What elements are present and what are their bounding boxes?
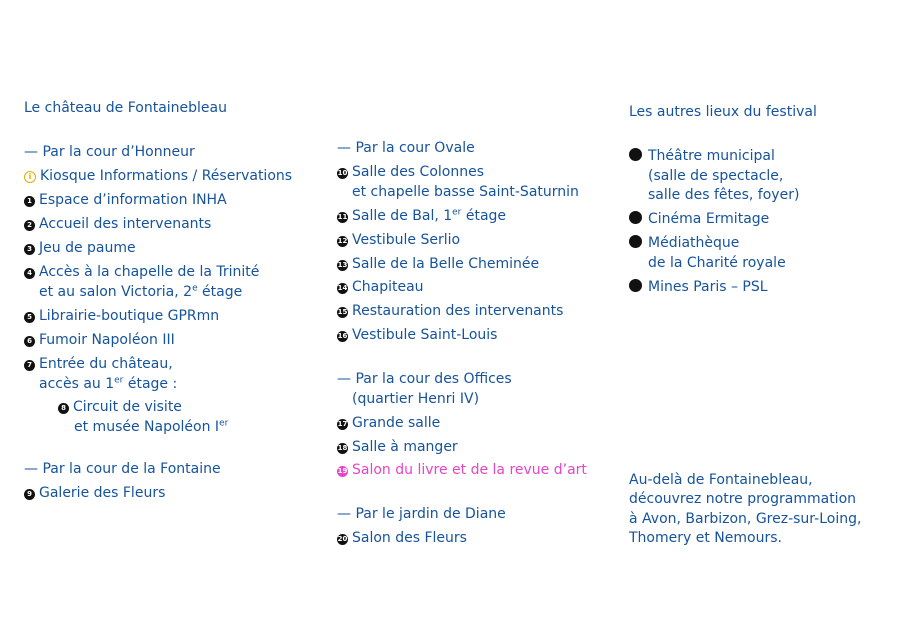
info-icon: i [24, 171, 36, 183]
number-badge: 11 [337, 213, 348, 221]
section-cour-ovale: — Par la cour Ovale [337, 140, 475, 156]
superscript: er [114, 375, 124, 386]
list-item-2 [24, 215, 211, 233]
list-item-label: Grande salle [352, 415, 441, 431]
list-item-label: Entrée du château, [39, 356, 173, 372]
list-item-label: Salle à manger [352, 439, 458, 455]
list-item-label: Espace d’information INHA [39, 192, 227, 208]
list-item-9 [24, 484, 165, 502]
list-item-label: Kiosque Informations / Réservations [40, 168, 293, 184]
venue-item-mines [629, 278, 768, 296]
list-item-3 [24, 239, 136, 257]
section-cour-offices-line2: (quartier Henri IV) [352, 391, 480, 407]
left-title: Le château de Fontainebleau [24, 100, 227, 116]
number-badge: 7 [24, 360, 35, 371]
bullet-dot-icon [629, 148, 642, 161]
number-badge: 13 [337, 261, 348, 269]
venue-item-mediatheque-line2: de la Charité royale [648, 255, 786, 271]
bullet-dot-icon [629, 235, 642, 248]
list-item-label: étage [197, 284, 243, 300]
list-item-19 [337, 461, 587, 479]
list-item-label: Circuit de visite [73, 399, 182, 415]
footer-line-3: à Avon, Barbizon, Grez-sur-Loing, [629, 511, 862, 527]
list-item-5 [24, 307, 219, 325]
list-item-label: et musée Napoléon I [74, 419, 220, 435]
list-item-10-line2: et chapelle basse Saint-Saturnin [352, 184, 579, 200]
list-item-7-line2 [39, 375, 177, 393]
number-badge: 5 [24, 312, 35, 323]
number-badge: 19 [337, 467, 348, 475]
list-item-label: Salle de Bal, 1 [352, 208, 453, 224]
list-item-20 [337, 529, 467, 547]
list-item-label: Accès à la chapelle de la Trinité [39, 264, 260, 280]
list-item-label: Vestibule Saint-Louis [352, 327, 498, 343]
list-item-label: Salon du livre et de la revue d’art [352, 462, 587, 478]
list-item-label: Librairie-boutique GPRmn [39, 308, 220, 324]
list-item-12 [337, 231, 460, 249]
list-item-label: Vestibule Serlio [352, 232, 461, 248]
venue-label: Cinéma Ermitage [648, 211, 770, 227]
superscript: er [452, 207, 462, 218]
bullet-dot-icon [629, 279, 642, 292]
number-badge: 10 [337, 169, 348, 177]
list-item-label: Jeu de paume [39, 240, 136, 256]
number-badge: 4 [24, 268, 35, 279]
list-item-label: Salle de la Belle Cheminée [352, 256, 540, 272]
number-badge: 8 [58, 403, 69, 414]
list-item-17 [337, 414, 440, 432]
number-badge: 15 [337, 308, 348, 316]
superscript: er [219, 418, 229, 429]
list-item-kiosque [24, 167, 292, 185]
list-item-label: Accueil des intervenants [39, 216, 212, 232]
venue-item-theatre-line3: salle des fêtes, foyer) [648, 187, 800, 203]
list-item-10 [337, 163, 484, 181]
number-badge: 16 [337, 332, 348, 340]
venue-item-mediatheque [629, 234, 739, 252]
bullet-dot-icon [629, 211, 642, 224]
footer-line-4: Thomery et Nemours. [629, 530, 782, 546]
list-item-label: accès au 1 [39, 376, 115, 392]
list-item-label: Chapiteau [352, 279, 424, 295]
right-title: Les autres lieux du festival [629, 104, 817, 120]
venue-item-theatre [629, 147, 775, 165]
list-item-11 [337, 207, 506, 225]
list-item-4 [24, 263, 259, 281]
venue-label: Mines Paris – PSL [648, 279, 768, 295]
list-item-6 [24, 331, 175, 349]
list-item-13 [337, 255, 539, 273]
section-jardin-diane: — Par le jardin de Diane [337, 506, 506, 522]
venue-label: Théâtre municipal [648, 148, 775, 164]
superscript: e [192, 283, 198, 294]
list-item-label: Fumoir Napoléon III [39, 332, 175, 348]
number-badge: 1 [24, 196, 35, 207]
list-item-1 [24, 191, 227, 209]
number-badge: 9 [24, 489, 35, 500]
number-badge: 2 [24, 220, 35, 231]
number-badge: 18 [337, 444, 348, 452]
footer-line-1: Au-delà de Fontainebleau, [629, 472, 813, 488]
footer-line-2: découvrez notre programmation [629, 491, 857, 507]
list-item-18 [337, 438, 458, 456]
section-cour-honneur: — Par la cour d’Honneur [24, 144, 195, 160]
list-item-14 [337, 278, 424, 296]
venue-item-cinema [629, 210, 769, 228]
list-item-label: étage : [123, 376, 178, 392]
number-badge: 6 [24, 336, 35, 347]
number-badge: 17 [337, 420, 348, 428]
list-item-label: étage [461, 208, 507, 224]
list-item-7 [24, 355, 173, 373]
list-item-label: Salle des Colonnes [352, 164, 485, 180]
number-badge: 12 [337, 237, 348, 245]
list-item-label: Galerie des Fleurs [39, 485, 166, 501]
list-item-4-line2 [39, 283, 242, 301]
venue-label: Médiathèque [648, 235, 740, 251]
list-item-label: Salon des Fleurs [352, 530, 467, 546]
list-item-8-line2 [74, 418, 228, 436]
section-cour-offices: — Par la cour des Offices [337, 371, 512, 387]
venue-item-theatre-line2: (salle de spectacle, [648, 168, 784, 184]
list-item-label: Restauration des intervenants [352, 303, 564, 319]
number-badge: 3 [24, 244, 35, 255]
list-item-15 [337, 302, 563, 320]
number-badge: 14 [337, 284, 348, 292]
list-item-label: et au salon Victoria, 2 [39, 284, 193, 300]
list-item-8 [58, 398, 182, 416]
section-cour-fontaine: — Par la cour de la Fontaine [24, 461, 221, 477]
number-badge: 20 [337, 535, 348, 543]
list-item-16 [337, 326, 497, 344]
